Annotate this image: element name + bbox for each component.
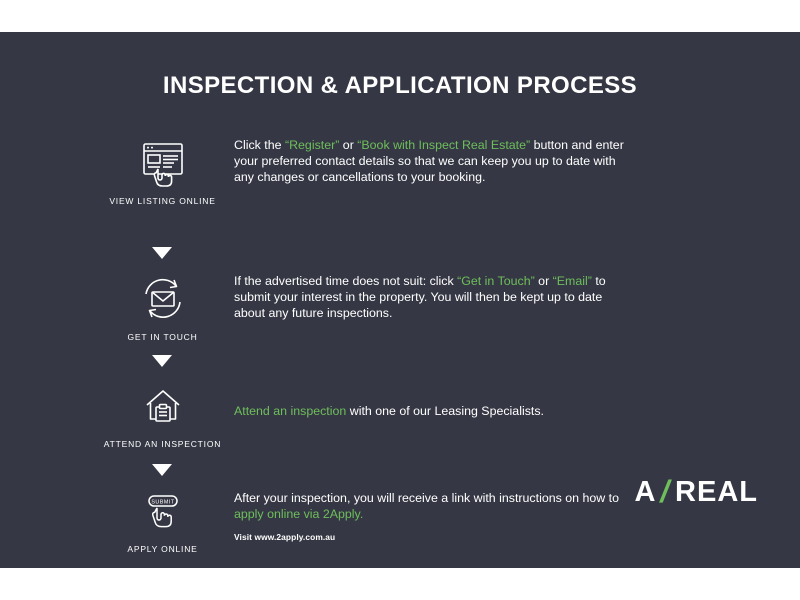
text-part-accent: apply online via 2Apply. bbox=[234, 506, 364, 521]
house-clipboard-icon bbox=[90, 379, 235, 433]
brand-logo bbox=[634, 474, 758, 510]
text-part: with one of our Leasing Specialists. bbox=[346, 404, 544, 418]
page-title: INSPECTION & APPLICATION PROCESS bbox=[162, 72, 638, 99]
text-part: or bbox=[534, 274, 553, 288]
flow-arrow-icon bbox=[152, 247, 172, 259]
text-part-accent: “Register” bbox=[284, 138, 340, 152]
text-part-accent: “Get in Touch” bbox=[457, 274, 535, 288]
logo-slash-icon: / bbox=[657, 474, 675, 509]
step-icon-column bbox=[90, 136, 235, 206]
step-icon-column bbox=[90, 484, 235, 554]
step-description bbox=[234, 138, 634, 186]
step-label: VIEW LISTING ONLINE bbox=[109, 196, 216, 206]
svg-text:SUBMIT: SUBMIT bbox=[150, 499, 175, 506]
text-part-accent: “Book with Inspect Real Estate” bbox=[357, 138, 531, 152]
text-part-accent: Attend an inspection bbox=[234, 404, 347, 418]
step-description bbox=[234, 491, 634, 543]
text-part: to submit your interest in the property. You will then be kept up to date about any future inspections. bbox=[234, 274, 606, 320]
listing-browser-hand-icon bbox=[90, 136, 235, 190]
submit-button-hand-icon bbox=[90, 484, 235, 538]
step-label: APPLY ONLINE bbox=[127, 544, 198, 554]
text-part: button and enter your preferred contact details so that we can keep you up to date with any changes or cancellations to your booking. bbox=[234, 138, 624, 184]
envelope-refresh-icon bbox=[90, 272, 235, 326]
step-icon-column bbox=[90, 272, 235, 342]
text-part: If the advertised time does not suit: click bbox=[234, 274, 458, 288]
step-icon-column bbox=[90, 379, 235, 449]
flow-arrow-icon bbox=[152, 355, 172, 367]
logo-word-right: REAL bbox=[675, 475, 758, 508]
step-label: ATTEND AN INSPECTION bbox=[103, 439, 222, 449]
step-label: GET IN TOUCH bbox=[127, 332, 198, 342]
text-part-accent: “Email” bbox=[552, 274, 592, 288]
text-part: After your inspection, you will receive a link with instructions on how to bbox=[234, 491, 619, 505]
text-part: Click the bbox=[234, 138, 285, 152]
logo-letter-left: A bbox=[634, 475, 657, 508]
text-part: or bbox=[339, 138, 358, 152]
step-description bbox=[234, 404, 634, 420]
flow-arrow-icon bbox=[152, 464, 172, 476]
step-note: Visit www.2apply.com.au bbox=[234, 531, 336, 542]
slide-canvas bbox=[0, 32, 800, 568]
step-description bbox=[234, 274, 634, 322]
